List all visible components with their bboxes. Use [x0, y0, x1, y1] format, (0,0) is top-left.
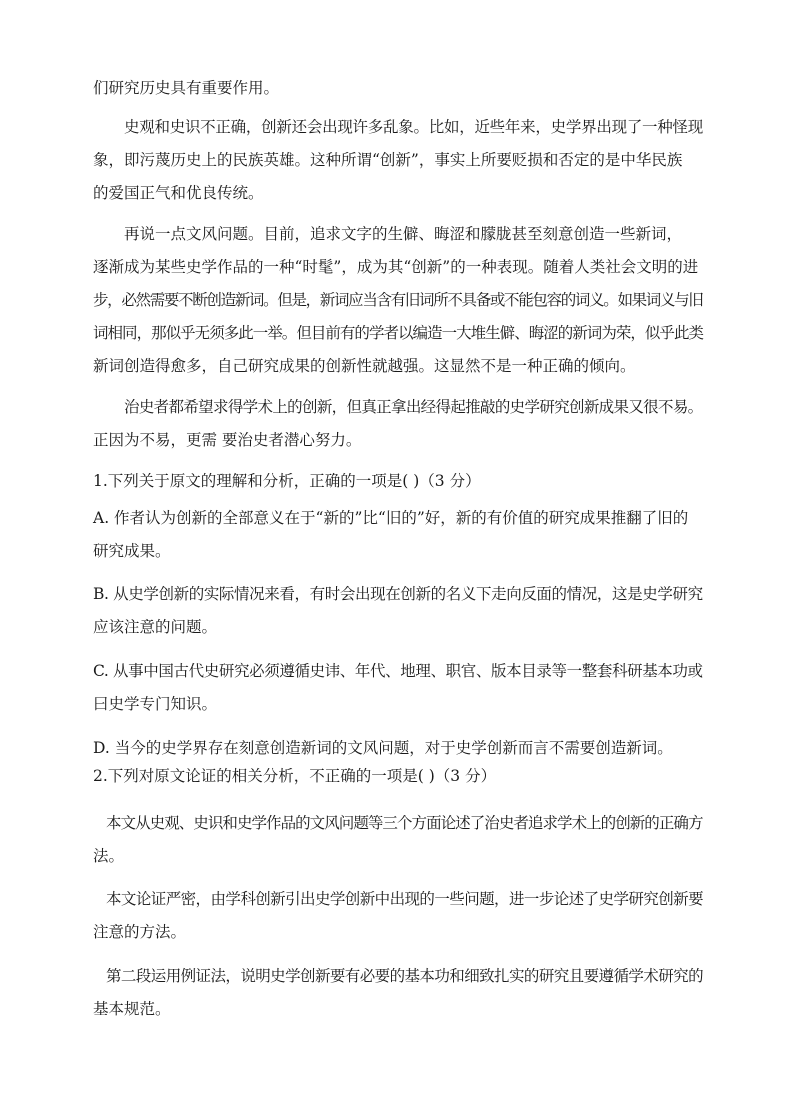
- text-line: B. 从史学创新的实际情况来看，有时会出现在创新的名义下走向反面的情况，这是史学研究: [93, 585, 703, 603]
- question-1-option-b: [93, 578, 703, 644]
- text-line: 第二段运用例证法，说明史学创新要有必要的基本功和细致扎实的研究且要遵循学术研究的: [106, 967, 704, 985]
- text-line: 新词创造得愈多，自己研究成果的创新性就越强。这显然不是一种正确的倾向。: [93, 357, 636, 375]
- text-line: 们研究历史具有重要作用。: [93, 79, 280, 97]
- question-2-option-2: [93, 883, 703, 949]
- question-2-stem: [93, 760, 703, 793]
- text-line: 本文论证严密，由学科创新引出史学创新中出现的一些问题，进一步论述了史学研究创新要: [106, 890, 704, 908]
- text-line: 词相同，那似乎无须多此一举。但目前有的学者以编造一大堆生僻、晦涩的新词为荣，似乎此类: [93, 324, 704, 342]
- text-line: 再说一点文风问题。目前，追求文字的生僻、晦涩和朦胧甚至刻意创造一些新词，: [124, 225, 683, 243]
- text-line: 注意的方法。: [93, 923, 187, 941]
- question-1-stem: [93, 465, 703, 498]
- text-line: 基本规范。: [93, 1000, 171, 1018]
- passage-paragraph-2: [93, 218, 703, 383]
- text-line: 正因为不易，更需 要治史者潜心努力。: [93, 431, 362, 449]
- text-line: 1.下列关于原文的理解和分析，正确的一项是( )（3 分）: [93, 472, 481, 490]
- text-line: 曰史学专门知识。: [93, 695, 218, 713]
- question-2-option-1: [93, 807, 703, 873]
- question-2-option-3: [93, 960, 703, 1026]
- text-line: A. 作者认为创新的全部意义在于“新的”比“旧的”好，新的有价值的研究成果推翻了旧的: [93, 509, 689, 527]
- text-line: 逐渐成为某些史学作品的一种“时髦”，成为其“创新”的一种表现。随着人类社会文明的进: [93, 258, 699, 276]
- text-line: 治史者都希望求得学术上的创新，但真正拿出经得起推敲的史学研究创新成果又很不易。: [124, 398, 703, 416]
- text-line: D. 当今的史学界存在刻意创造新词的文风问题，对于史学创新而言不需要创造新词。: [93, 739, 673, 757]
- text-line: 法。: [93, 847, 125, 865]
- text-line: 步，必然需要不断创造新词。但是，新词应当含有旧词所不具备或不能包容的词义。如果词义与旧: [93, 291, 703, 309]
- question-1-option-c: [93, 655, 703, 721]
- passage-paragraph-3: [93, 391, 703, 457]
- text-line: 研究成果。: [93, 542, 171, 560]
- text-line: 本文从史观、史识和史学作品的文风问题等三个方面论述了治史者追求学术上的创新的正确方: [106, 814, 703, 832]
- text-line: 2.下列对原文论证的相关分析，不正确的一项是( )（3 分）: [93, 767, 497, 785]
- question-1-option-a: [93, 502, 703, 568]
- text-line: 史观和史识不正确，创新还会出现许多乱象。比如，近些年来，史学界出现了一种怪现: [124, 118, 704, 136]
- passage-paragraph-0: [93, 72, 703, 105]
- text-line: 的爱国正气和优良传统。: [93, 184, 264, 202]
- passage-paragraph-1: [93, 111, 703, 210]
- text-line: C. 从事中国古代史研究必须遵循史讳、年代、地理、职官、版本目录等一整套科研基本功或: [93, 662, 703, 680]
- text-line: 应该注意的问题。: [93, 618, 218, 636]
- text-line: 象，即污蔑历史上的民族英雄。这种所谓“创新”，事实上所要贬损和否定的是中华民族: [93, 151, 683, 169]
